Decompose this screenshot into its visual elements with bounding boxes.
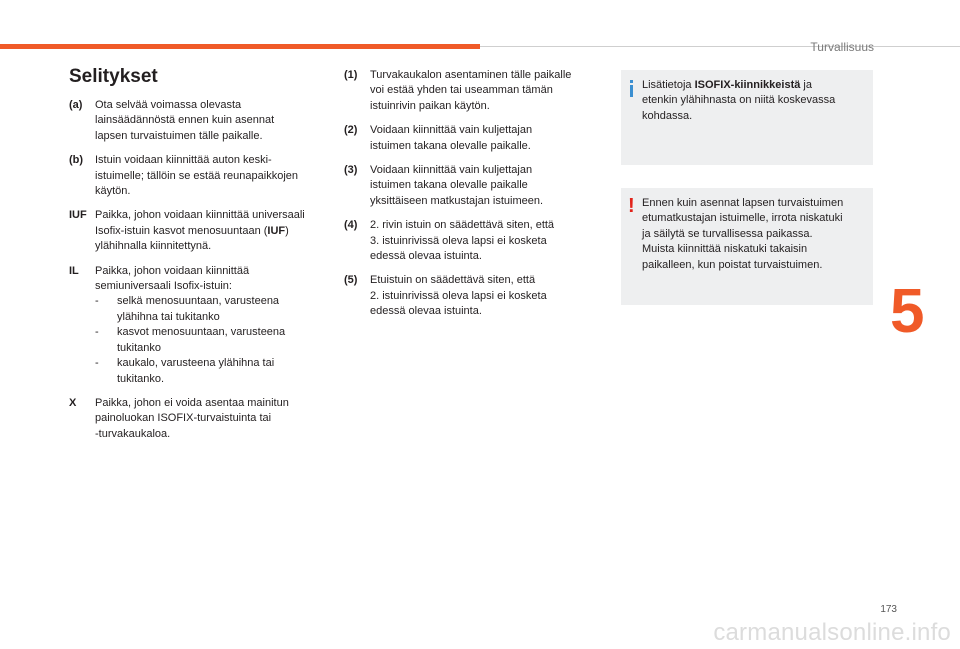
- legend-key: IUF: [69, 209, 87, 222]
- note-item: [344, 123, 599, 154]
- note-text: Voidaan kiinnittää vain kuljettajan istuimen takana olevalle paikalle.: [370, 124, 533, 152]
- page-number: 173: [880, 604, 897, 615]
- warning-text: Ennen kuin asennat lapsen turvaistuimen etumatkustajan istuimelle, irrota niskatuki ja säilytä se turvallisessa paikassa. Muista kiinnittää niskatuki takaisin paikalleen, kun poistat turvaistuimen.: [642, 197, 844, 271]
- info-text: Lisätietoja ISOFIX-kiinnikkeistä ja etenkin ylähihnasta on niitä koskevassa kohdassa.: [642, 79, 836, 122]
- legend-column: [69, 98, 319, 451]
- legend-item: [69, 208, 319, 254]
- legend-key: (b): [69, 154, 84, 167]
- legend-item: [69, 396, 319, 442]
- legend-item: [69, 264, 319, 387]
- legend-text: Paikka, johon voidaan kiinnittää semiuniversaali Isofix-istuin: - selkä menosuuntaan, varusteena ylähihna tai tukitanko - kasvot menosuuntaan, varusteena tukitanko - kaukalo, varusteena ylähihna tai tukitanko.: [95, 264, 319, 387]
- note-text: Etuistuin on säädettävä siten, että 2. istuinrivissä oleva lapsi ei kosketa edessä olevaa istuinta.: [370, 274, 547, 318]
- note-text: Voidaan kiinnittää vain kuljettajan istuimen takana olevalle paikalle yksittäiseen matkustajan istuimeen.: [370, 164, 544, 207]
- legend-item: [69, 153, 319, 199]
- note-text: 2. rivin istuin on säädettävä siten, että 3. istuinrivissä oleva lapsi ei kosketa edessä olevaa istuinta.: [370, 219, 555, 263]
- legend-key: IL: [69, 264, 79, 277]
- note-item: [344, 218, 599, 264]
- legend-key: X: [69, 396, 77, 409]
- note-item: [344, 163, 599, 209]
- info-icon: [630, 80, 633, 97]
- legend-text: Ota selvää voimassa olevasta lainsäädännöstä ennen kuin asennat lapsen turvaistuimen tälle paikalle.: [95, 99, 275, 142]
- legend-subitem: - selkä menosuuntaan, varusteena ylähihna tai tukitanko: [95, 295, 280, 323]
- note-text: Turvakaukalon asentaminen tälle paikalle voi estää yhden tai useamman tämän istuinrivin paikan käytön.: [370, 69, 572, 112]
- note-key: (4): [344, 219, 358, 232]
- legend-text: Paikka, johon ei voida asentaa mainitun painoluokan ISOFIX-turvaistuinta tai -turvakaukaloa.: [95, 396, 289, 440]
- legend-subitem: - kaukalo, varusteena ylähihna tai tukitanko.: [95, 357, 275, 385]
- legend-item: [69, 98, 319, 144]
- note-key: (2): [344, 124, 358, 137]
- legend-subitem: - kasvot menosuuntaan, varusteena tukitanko: [95, 326, 286, 354]
- note-item: [344, 68, 599, 114]
- section-name: Turvallisuus: [810, 40, 874, 54]
- legend-text: Istuin voidaan kiinnittää auton keski- istuimelle; tällöin se estää reunapaikkojen käytön.: [95, 154, 299, 198]
- page-title: Selitykset: [69, 66, 158, 87]
- header-accent-bar: [0, 44, 480, 49]
- note-key: (5): [344, 274, 358, 287]
- legend-text: Paikka, johon voidaan kiinnittää universaali Isofix-istuin kasvot menosuuntaan (IUF) ylähihnalla kiinnitettynä.: [95, 209, 305, 253]
- note-key: (1): [344, 69, 358, 81]
- legend-key: (a): [69, 99, 83, 111]
- note-item: [344, 273, 599, 319]
- info-box: [621, 70, 873, 165]
- chapter-number: 5: [890, 277, 925, 346]
- watermark: carmanualsonline.info: [713, 619, 951, 646]
- warning-icon: !: [628, 195, 635, 217]
- warning-box: [621, 188, 873, 305]
- notes-column: [344, 68, 599, 329]
- header-rule: [480, 46, 960, 47]
- note-key: (3): [344, 164, 358, 177]
